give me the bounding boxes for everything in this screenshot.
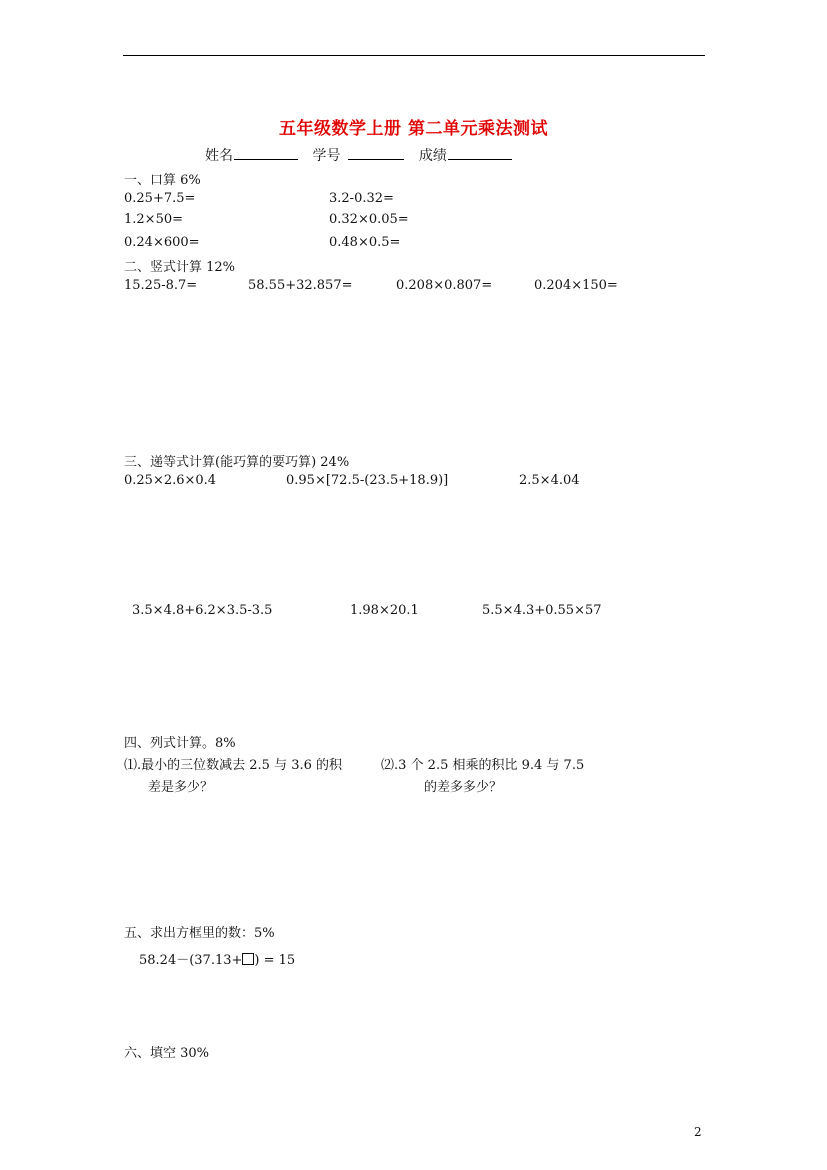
s3-item-5: 1.98×20.1 (350, 603, 419, 618)
s3-item-6: 5.5×4.3+0.55×57 (482, 603, 602, 618)
s1-item-1: 0.25+7.5= (124, 191, 196, 206)
s4-question-1-line-2: 差是多少？ (148, 780, 214, 795)
s1-item-5: 0.24×600= (124, 235, 200, 250)
s3-item-1: 0.25×2.6×0.4 (124, 473, 217, 488)
score-label: 成绩 (418, 148, 447, 164)
id-blank[interactable] (348, 145, 404, 160)
section-3-heading: 三、递等式计算(能巧算的要巧算) 24% (124, 455, 350, 470)
page-number: 2 (694, 1125, 702, 1139)
s4-question-2-line-2: 的差多多少？ (424, 780, 503, 795)
s5-equation (139, 949, 295, 968)
id-label: 学号 (312, 148, 341, 164)
score-blank[interactable] (448, 145, 512, 160)
s4-question-2-line-1: ⑵.3 个 2.5 相乘的积比 9.4 与 7.5 (381, 758, 585, 773)
section-2-heading: 二、竖式计算 12% (124, 260, 236, 275)
name-blank[interactable] (234, 145, 298, 160)
answer-box[interactable] (242, 953, 254, 965)
s2-item-2: 58.55+32.857= (248, 278, 353, 293)
s2-item-1: 15.25-8.7= (124, 278, 198, 293)
section-5-heading: 五、求出方框里的数：5% (124, 926, 275, 941)
s4-question-1-line-1: ⑴.最小的三位数减去 2.5 与 3.6 的积 (124, 758, 343, 773)
s5-equation-prefix: 58.24－(37.13+ (139, 953, 243, 968)
s1-item-3: 1.2×50= (124, 212, 184, 227)
section-4-heading: 四、列式计算。8% (124, 736, 236, 751)
s3-item-3: 2.5×4.04 (519, 473, 580, 488)
s3-item-4: 3.5×4.8+6.2×3.5-3.5 (132, 603, 273, 618)
s2-item-4: 0.204×150= (534, 278, 618, 293)
section-1-heading: 一、口算 6% (124, 173, 201, 188)
s1-item-4: 0.32×0.05= (329, 212, 409, 227)
s2-item-3: 0.208×0.807= (396, 278, 493, 293)
section-6-heading: 六、填空 30% (124, 1046, 210, 1061)
name-label: 姓名 (205, 148, 233, 164)
page-title: 五年级数学上册 第二单元乘法测试 (279, 119, 548, 139)
s1-item-2: 3.2-0.32= (329, 191, 394, 206)
s3-item-2: 0.95×[72.5-(23.5+18.9)] (286, 473, 449, 488)
student-info-row (205, 145, 516, 165)
header-rule (123, 55, 705, 56)
s5-equation-suffix: ) = 15 (254, 953, 296, 968)
s1-item-6: 0.48×0.5= (329, 235, 401, 250)
